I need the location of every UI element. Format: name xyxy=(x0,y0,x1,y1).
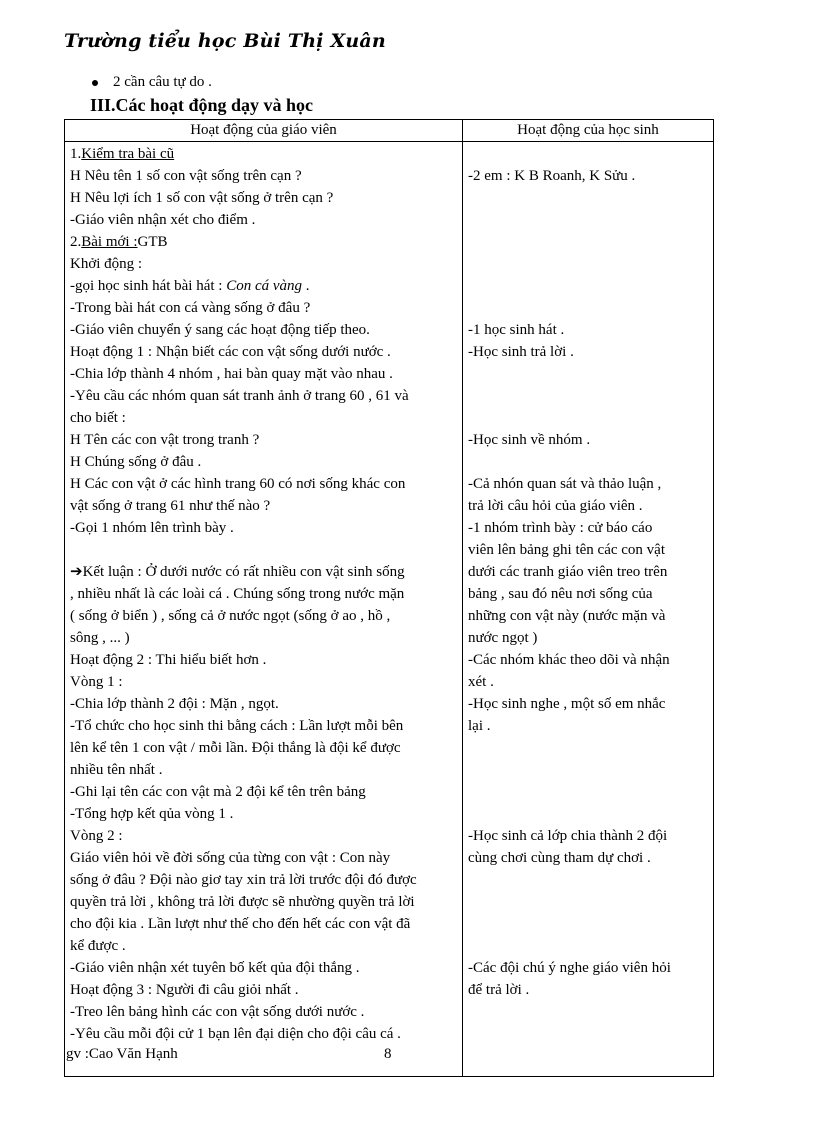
student-column-header: Hoạt động của học sinh xyxy=(463,120,714,142)
teacher-line: H Các con vật ở các hình trang 60 có nơi sống khác con xyxy=(70,476,406,492)
teacher-line: Hoạt động 2 : Thi hiểu biết hơn . xyxy=(70,652,267,668)
teacher-line: ( sống ở biển ) , sống cả ở nước ngọt (sống ở ao , hồ , xyxy=(70,608,391,624)
teacher-line: Khởi động : xyxy=(70,256,143,272)
song-title: Con cá vàng xyxy=(226,278,303,294)
student-line: bảng , sau đó nêu nơi sống của xyxy=(468,586,653,602)
student-line: -Học sinh trả lời . xyxy=(468,344,574,360)
teacher-line: Vòng 1 : xyxy=(70,674,123,690)
teacher-cell xyxy=(65,142,462,1076)
teacher-line: quyền trả lời , không trả lời được sẽ nhường quyền trả lời xyxy=(70,894,415,910)
teacher-line: -Tổng hợp kết qủa vòng 1 . xyxy=(70,806,234,822)
teacher-line: -Giáo viên nhận xét tuyên bố kết qủa đội thắng . xyxy=(70,960,360,976)
teacher-column-header: Hoạt động của giáo viên xyxy=(65,120,463,142)
student-line: lại . xyxy=(468,718,491,734)
teacher-line: Giáo viên hỏi về đời sống của từng con vật : Con này xyxy=(70,850,391,866)
student-line: dưới các tranh giáo viên treo trên xyxy=(468,564,668,580)
teacher-line: -Trong bài hát con cá vàng sống ở đâu ? xyxy=(70,300,311,316)
teacher-line: Vòng 2 : xyxy=(70,828,123,844)
bullet-text: 2 cần câu tự do . xyxy=(113,74,212,90)
teacher-line: H Chúng sống ở đâu . xyxy=(70,454,202,470)
bullet-item xyxy=(92,74,212,91)
student-line: nước ngọt ) xyxy=(468,630,538,646)
teacher-line: H Nêu tên 1 số con vật sống trên cạn ? xyxy=(70,168,302,184)
page-number: 8 xyxy=(384,1046,392,1062)
teacher-line: H Tên các con vật trong tranh ? xyxy=(70,432,260,448)
teacher-line: vật sống ở trang 61 như thế nào ? xyxy=(70,498,271,514)
student-line: -1 nhóm trình bày : cử báo cáo xyxy=(468,520,653,536)
teacher-line: nhiều tên nhất . xyxy=(70,762,163,778)
student-line: -Các nhóm khác theo dõi và nhận xyxy=(468,652,670,668)
student-cell xyxy=(463,142,713,1076)
teacher-line: -Tổ chức cho học sinh thi bằng cách : Lần lượt mỗi bên xyxy=(70,718,404,734)
table-header-row xyxy=(65,120,714,142)
teacher-line: -Giáo viên chuyển ý sang các hoạt động tiếp theo. xyxy=(70,322,370,338)
teacher-column xyxy=(65,142,463,1077)
teacher-line: cho đội kia . Lần lượt như thế cho đến hết các con vật đã xyxy=(70,916,411,932)
underlined-heading: Bài mới : xyxy=(81,234,138,250)
teacher-line: cho biết : xyxy=(70,410,126,426)
student-line: để trả lời . xyxy=(468,982,530,998)
student-line: những con vật này (nước mặn và xyxy=(468,608,666,624)
teacher-line: -gọi học sinh hát bài hát : Con cá vàng . xyxy=(70,278,310,294)
teacher-line: -Yêu cầu mỗi đội cử 1 bạn lên đại diện cho đội câu cá . xyxy=(70,1026,401,1042)
teacher-line: sông , ... ) xyxy=(70,630,130,646)
teacher-line: 2.Bài mới :GTB xyxy=(70,234,168,250)
student-line: trả lời câu hỏi của giáo viên . xyxy=(468,498,643,514)
student-column xyxy=(463,142,714,1077)
section-title: III.Các hoạt động dạy và học xyxy=(90,95,314,115)
teacher-line: ➔Kết luận : Ở dưới nước có rất nhiều con vật sinh sống xyxy=(70,564,405,580)
teacher-line: -Giáo viên nhận xét cho điểm . xyxy=(70,212,256,228)
teacher-line: kể được . xyxy=(70,938,126,954)
bullet-dot-icon xyxy=(92,80,98,86)
teacher-line: -Gọi 1 nhóm lên trình bày . xyxy=(70,520,234,536)
underlined-heading: Kiểm tra bài cũ xyxy=(81,146,175,162)
student-line: -2 em : K B Roanh, K Sửu . xyxy=(468,168,636,184)
footer-teacher: gv :Cao Văn Hạnh xyxy=(66,1046,178,1062)
student-line: xét . xyxy=(468,674,494,690)
student-line: -Học sinh cả lớp chia thành 2 đội xyxy=(468,828,668,844)
teacher-line: -Treo lên bảng hình các con vật sống dưới nước . xyxy=(70,1004,365,1020)
teacher-line: -Yêu cầu các nhóm quan sát tranh ảnh ở trang 60 , 61 và xyxy=(70,388,409,404)
student-line: viên lên bảng ghi tên các con vật xyxy=(468,542,666,558)
student-line: -Cả nhón quan sát và thảo luận , xyxy=(468,476,662,492)
school-header: Trường tiểu học Bùi Thị Xuân xyxy=(64,30,386,52)
teacher-line: 1.Kiểm tra bài cũ xyxy=(70,146,175,162)
student-line: -1 học sinh hát . xyxy=(468,322,565,338)
student-line: -Các đội chú ý nghe giáo viên hỏi xyxy=(468,960,671,976)
teacher-line: Hoạt động 3 : Người đi câu giỏi nhất . xyxy=(70,982,299,998)
teacher-line: -Chia lớp thành 2 đội : Mặn , ngọt. xyxy=(70,696,279,712)
teacher-line: Hoạt động 1 : Nhận biết các con vật sống dưới nước . xyxy=(70,344,391,360)
student-line: -Học sinh nghe , một số em nhắc xyxy=(468,696,666,712)
teacher-line: sống ở đâu ? Đội nào giơ tay xin trả lời trước đội đó được xyxy=(70,872,417,888)
table-body-row xyxy=(65,142,714,1077)
student-line: cùng chơi cùng tham dự chơi . xyxy=(468,850,651,866)
teacher-line: -Chia lớp thành 4 nhóm , hai bàn quay mặt vào nhau . xyxy=(70,366,393,382)
teacher-line: , nhiều nhất là các loài cá . Chúng sống trong nước mặn xyxy=(70,586,405,602)
teacher-line: lên kể tên 1 con vật / mỗi lần. Đội thắng là đội kể được xyxy=(70,740,401,756)
student-line: -Học sinh về nhóm . xyxy=(468,432,591,448)
activities-table xyxy=(64,119,714,1077)
teacher-line: H Nêu lợi ích 1 số con vật sống ở trên cạn ? xyxy=(70,190,334,206)
teacher-line: -Ghi lại tên các con vật mà 2 đội kể tên trên bảng xyxy=(70,784,366,800)
